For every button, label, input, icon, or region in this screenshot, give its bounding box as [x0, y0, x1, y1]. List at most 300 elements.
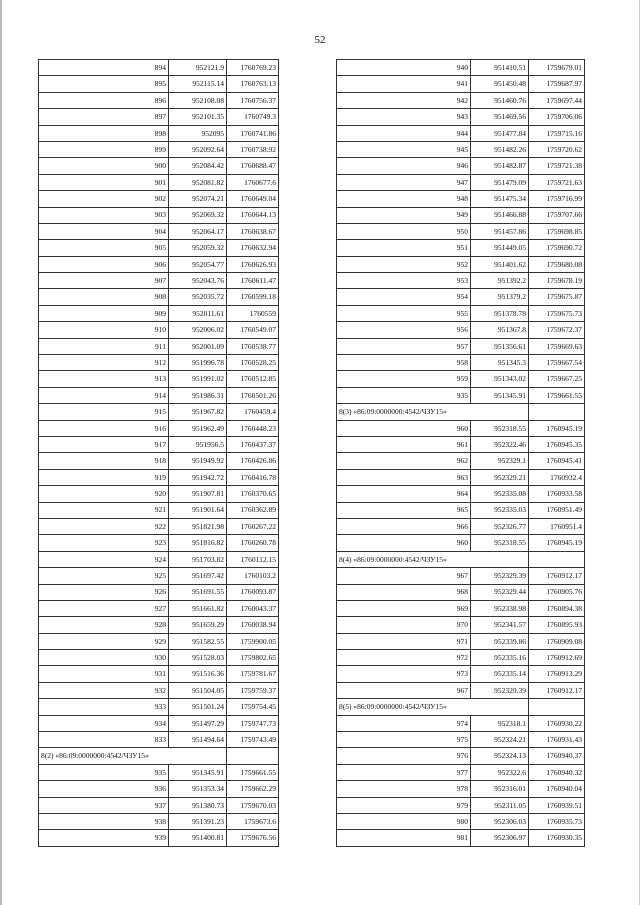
table-row: [39, 141, 279, 157]
table-row: [337, 732, 585, 748]
point-number-cell: 955: [337, 305, 471, 321]
x-coordinate-cell: 951907.81: [169, 486, 227, 502]
point-number-cell: 929: [39, 633, 169, 649]
table-row: [337, 207, 585, 223]
scan-edge-left: [0, 0, 2, 905]
x-coordinate-cell: 951391.23: [169, 813, 227, 829]
table-row: [337, 371, 585, 387]
table-row: [39, 535, 279, 551]
point-number-cell: 916: [39, 420, 169, 436]
y-coordinate-cell: 1760426.86: [227, 453, 279, 469]
y-coordinate-cell: 1760370.65: [227, 486, 279, 502]
table-row: [337, 518, 585, 534]
y-coordinate-cell: 1760940.32: [529, 764, 585, 780]
x-coordinate-cell: 951949.92: [169, 453, 227, 469]
y-coordinate-cell: 1759716.99: [529, 191, 585, 207]
y-coordinate-cell: 1760093.87: [227, 584, 279, 600]
point-number-cell: 944: [337, 125, 471, 141]
coordinates-table-right: [336, 59, 585, 847]
y-coordinate-cell: 1760112.15: [227, 551, 279, 567]
x-coordinate-cell: 951460.76: [471, 92, 529, 108]
x-coordinate-cell: 952316.01: [471, 781, 529, 797]
section-title: 8(3) «86:09:0000000:4542/ЧЗУ15»: [337, 404, 529, 420]
point-number-cell: 905: [39, 240, 169, 256]
point-number-cell: 928: [39, 617, 169, 633]
x-coordinate-cell: 951659.29: [169, 617, 227, 633]
y-coordinate-cell: 1760512.85: [227, 371, 279, 387]
x-coordinate-cell: 951356.61: [471, 338, 529, 354]
table-row: [39, 420, 279, 436]
x-coordinate-cell: 951475.34: [471, 191, 529, 207]
point-number-cell: 948: [337, 191, 471, 207]
y-coordinate-cell: 1760945.35: [529, 436, 585, 452]
point-number-cell: 937: [39, 797, 169, 813]
table-row: [337, 650, 585, 666]
y-coordinate-cell: 1760437.37: [227, 436, 279, 452]
table-row: [337, 436, 585, 452]
table-row: [39, 600, 279, 616]
x-coordinate-cell: 951494.64: [169, 732, 227, 748]
table-row: [337, 141, 585, 157]
y-coordinate-cell: 1760940.04: [529, 781, 585, 797]
table-row: [337, 666, 585, 682]
y-coordinate-cell: 1760644.13: [227, 207, 279, 223]
section-header-row: [337, 404, 585, 420]
point-number-cell: 914: [39, 387, 169, 403]
x-coordinate-cell: 951392.2: [471, 273, 529, 289]
point-number-cell: 960: [337, 535, 471, 551]
y-coordinate-cell: 1759781.67: [227, 666, 279, 682]
x-coordinate-cell: 951816.82: [169, 535, 227, 551]
point-number-cell: 896: [39, 92, 169, 108]
point-number-cell: 960: [337, 420, 471, 436]
y-coordinate-cell: 1759662.29: [227, 781, 279, 797]
table-row: [337, 387, 585, 403]
x-coordinate-cell: 951479.09: [471, 174, 529, 190]
y-coordinate-cell: 1760756.37: [227, 92, 279, 108]
table-row: [337, 125, 585, 141]
x-coordinate-cell: 952311.05: [471, 797, 529, 813]
y-coordinate-cell: 1759802.65: [227, 650, 279, 666]
table-row: [39, 371, 279, 387]
y-coordinate-cell: 1759721.38: [529, 158, 585, 174]
table-row: [337, 60, 585, 76]
table-row: [39, 76, 279, 92]
page-number: 52: [314, 34, 326, 46]
x-coordinate-cell: 952064.17: [169, 223, 227, 239]
table-row: [39, 797, 279, 813]
point-number-cell: 971: [337, 633, 471, 649]
y-coordinate-cell: 1760043.37: [227, 600, 279, 616]
x-coordinate-cell: 952341.57: [471, 617, 529, 633]
y-coordinate-cell: 1760649.04: [227, 191, 279, 207]
point-number-cell: 833: [39, 732, 169, 748]
y-coordinate-cell: 1759698.85: [529, 223, 585, 239]
table-row: [39, 813, 279, 829]
x-coordinate-cell: 952101.35: [169, 109, 227, 125]
point-number-cell: 981: [337, 830, 471, 846]
section-header-row: [337, 551, 585, 567]
table-row: [39, 732, 279, 748]
table-row: [39, 518, 279, 534]
point-number-cell: 901: [39, 174, 169, 190]
x-coordinate-cell: 952306.03: [471, 813, 529, 829]
table-row: [39, 666, 279, 682]
point-number-cell: 977: [337, 764, 471, 780]
table-row: [39, 453, 279, 469]
point-number-cell: 903: [39, 207, 169, 223]
y-coordinate-cell: 1760528.25: [227, 355, 279, 371]
x-coordinate-cell: 952335.03: [471, 502, 529, 518]
coordinates-table-left: [38, 59, 279, 847]
section-title: 8(4) «86:09:0000000:4542/ЧЗУ15»: [337, 551, 529, 567]
y-coordinate-cell: 1759667.54: [529, 355, 585, 371]
x-coordinate-cell: 951504.05: [169, 682, 227, 698]
y-coordinate-cell: 1759661.55: [227, 764, 279, 780]
point-number-cell: 964: [337, 486, 471, 502]
point-number-cell: 968: [337, 584, 471, 600]
y-coordinate-cell: 1760930.22: [529, 715, 585, 731]
x-coordinate-cell: 951901.64: [169, 502, 227, 518]
table-row: [337, 748, 585, 764]
table-row: [39, 715, 279, 731]
empty-cell: [529, 404, 585, 420]
x-coordinate-cell: 951697.42: [169, 568, 227, 584]
table-row: [39, 650, 279, 666]
point-number-cell: 979: [337, 797, 471, 813]
y-coordinate-cell: 1760267.22: [227, 518, 279, 534]
y-coordinate-cell: 1760951.4: [529, 518, 585, 534]
point-number-cell: 895: [39, 76, 169, 92]
x-coordinate-cell: 951661.82: [169, 600, 227, 616]
table-row: [39, 551, 279, 567]
section-header-row: [337, 699, 585, 715]
point-number-cell: 947: [337, 174, 471, 190]
point-number-cell: 952: [337, 256, 471, 272]
x-coordinate-cell: 952322.6: [471, 764, 529, 780]
x-coordinate-cell: 951528.03: [169, 650, 227, 666]
x-coordinate-cell: 951410.51: [471, 60, 529, 76]
x-coordinate-cell: 951400.81: [169, 830, 227, 846]
table-row: [337, 420, 585, 436]
x-coordinate-cell: 951466.88: [471, 207, 529, 223]
table-row: [337, 191, 585, 207]
point-number-cell: 976: [337, 748, 471, 764]
x-coordinate-cell: 952329.39: [471, 568, 529, 584]
point-number-cell: 975: [337, 732, 471, 748]
x-coordinate-cell: 951353.34: [169, 781, 227, 797]
point-number-cell: 980: [337, 813, 471, 829]
y-coordinate-cell: 1760912.17: [529, 568, 585, 584]
x-coordinate-cell: 952074.21: [169, 191, 227, 207]
table-row: [39, 207, 279, 223]
table-row: [39, 568, 279, 584]
x-coordinate-cell: 951821.98: [169, 518, 227, 534]
y-coordinate-cell: 1759687.97: [529, 76, 585, 92]
x-coordinate-cell: 951450.48: [471, 76, 529, 92]
y-coordinate-cell: 1760913.29: [529, 666, 585, 682]
y-coordinate-cell: 1759680.08: [529, 256, 585, 272]
x-coordinate-cell: 952318.1: [471, 715, 529, 731]
y-coordinate-cell: 1760559: [227, 305, 279, 321]
y-coordinate-cell: 1760362.89: [227, 502, 279, 518]
point-number-cell: 933: [39, 699, 169, 715]
point-number-cell: 951: [337, 240, 471, 256]
section-title: 8(2) «86:09:0000000:4542/ЧЗУ15»: [39, 748, 227, 764]
x-coordinate-cell: 952043.76: [169, 273, 227, 289]
x-coordinate-cell: 952069.32: [169, 207, 227, 223]
x-coordinate-cell: 952054.77: [169, 256, 227, 272]
x-coordinate-cell: 951482.26: [471, 141, 529, 157]
x-coordinate-cell: 951703.82: [169, 551, 227, 567]
table-row: [337, 617, 585, 633]
table-row: [39, 764, 279, 780]
table-row: [39, 125, 279, 141]
y-coordinate-cell: 1760638.67: [227, 223, 279, 239]
y-coordinate-cell: 1759720.62: [529, 141, 585, 157]
x-coordinate-cell: 952081.82: [169, 174, 227, 190]
point-number-cell: 913: [39, 371, 169, 387]
y-coordinate-cell: 1760905.76: [529, 584, 585, 600]
table-row: [39, 469, 279, 485]
x-coordinate-cell: 951401.62: [471, 256, 529, 272]
point-number-cell: 978: [337, 781, 471, 797]
point-number-cell: 911: [39, 338, 169, 354]
table-row: [39, 617, 279, 633]
point-number-cell: 912: [39, 355, 169, 371]
x-coordinate-cell: 951477.84: [471, 125, 529, 141]
point-number-cell: 930: [39, 650, 169, 666]
x-coordinate-cell: 951380.73: [169, 797, 227, 813]
y-coordinate-cell: 1760038.94: [227, 617, 279, 633]
y-coordinate-cell: 1759754.45: [227, 699, 279, 715]
y-coordinate-cell: 1759743.49: [227, 732, 279, 748]
point-number-cell: 956: [337, 322, 471, 338]
x-coordinate-cell: 951345.91: [169, 764, 227, 780]
point-number-cell: 939: [39, 830, 169, 846]
x-coordinate-cell: 951582.55: [169, 633, 227, 649]
table-row: [39, 781, 279, 797]
point-number-cell: 938: [39, 813, 169, 829]
y-coordinate-cell: 1760260.78: [227, 535, 279, 551]
table-row: [39, 699, 279, 715]
x-coordinate-cell: 952108.08: [169, 92, 227, 108]
y-coordinate-cell: 1760501.26: [227, 387, 279, 403]
point-number-cell: 926: [39, 584, 169, 600]
y-coordinate-cell: 1759690.72: [529, 240, 585, 256]
point-number-cell: 919: [39, 469, 169, 485]
y-coordinate-cell: 1759661.55: [529, 387, 585, 403]
point-number-cell: 894: [39, 60, 169, 76]
table-row: [337, 781, 585, 797]
y-coordinate-cell: 1760763.13: [227, 76, 279, 92]
x-coordinate-cell: 952326.77: [471, 518, 529, 534]
table-row: [39, 322, 279, 338]
left-table-body: [39, 60, 279, 847]
y-coordinate-cell: 1760895.93: [529, 617, 585, 633]
point-number-cell: 934: [39, 715, 169, 731]
table-row: [39, 584, 279, 600]
y-coordinate-cell: 1760459.4: [227, 404, 279, 420]
y-coordinate-cell: 1759721.63: [529, 174, 585, 190]
point-number-cell: 973: [337, 666, 471, 682]
point-number-cell: 904: [39, 223, 169, 239]
point-number-cell: 935: [39, 764, 169, 780]
table-row: [39, 404, 279, 420]
y-coordinate-cell: 1760769.23: [227, 60, 279, 76]
y-coordinate-cell: 1759670.03: [227, 797, 279, 813]
table-row: [337, 273, 585, 289]
x-coordinate-cell: 951691.55: [169, 584, 227, 600]
x-coordinate-cell: 951345.3: [471, 355, 529, 371]
table-row: [39, 502, 279, 518]
y-coordinate-cell: 1760932.4: [529, 469, 585, 485]
table-row: [337, 174, 585, 190]
x-coordinate-cell: 951942.72: [169, 469, 227, 485]
point-number-cell: 935: [337, 387, 471, 403]
table-row: [39, 109, 279, 125]
table-row: [337, 240, 585, 256]
table-row: [39, 256, 279, 272]
x-coordinate-cell: 952329.39: [471, 682, 529, 698]
x-coordinate-cell: 951457.86: [471, 223, 529, 239]
y-coordinate-cell: 1760940.37: [529, 748, 585, 764]
x-coordinate-cell: 952306.97: [471, 830, 529, 846]
point-number-cell: 917: [39, 436, 169, 452]
point-number-cell: 953: [337, 273, 471, 289]
table-row: [39, 633, 279, 649]
table-row: [337, 600, 585, 616]
x-coordinate-cell: 951343.02: [471, 371, 529, 387]
y-coordinate-cell: 1760945.41: [529, 453, 585, 469]
x-coordinate-cell: 951378.78: [471, 305, 529, 321]
table-row: [39, 682, 279, 698]
y-coordinate-cell: 1760549.07: [227, 322, 279, 338]
y-coordinate-cell: 1760632.94: [227, 240, 279, 256]
y-coordinate-cell: 1760626.93: [227, 256, 279, 272]
table-row: [337, 715, 585, 731]
point-number-cell: 967: [337, 682, 471, 698]
x-coordinate-cell: 952001.09: [169, 338, 227, 354]
empty-cell: [529, 699, 585, 715]
table-row: [337, 502, 585, 518]
point-number-cell: 921: [39, 502, 169, 518]
point-number-cell: 963: [337, 469, 471, 485]
empty-cell: [227, 748, 279, 764]
table-row: [337, 682, 585, 698]
point-number-cell: 942: [337, 92, 471, 108]
point-number-cell: 959: [337, 371, 471, 387]
point-number-cell: 969: [337, 600, 471, 616]
x-coordinate-cell: 951497.29: [169, 715, 227, 731]
table-row: [39, 60, 279, 76]
point-number-cell: 922: [39, 518, 169, 534]
y-coordinate-cell: 1759707.66: [529, 207, 585, 223]
table-row: [39, 92, 279, 108]
table-row: [39, 174, 279, 190]
x-coordinate-cell: 952335.08: [471, 486, 529, 502]
x-coordinate-cell: 952092.64: [169, 141, 227, 157]
x-coordinate-cell: 951501.24: [169, 699, 227, 715]
point-number-cell: 941: [337, 76, 471, 92]
point-number-cell: 962: [337, 453, 471, 469]
section-header-row: [39, 748, 279, 764]
table-row: [39, 387, 279, 403]
y-coordinate-cell: 1760738.92: [227, 141, 279, 157]
point-number-cell: 970: [337, 617, 471, 633]
y-coordinate-cell: 1760103.2: [227, 568, 279, 584]
x-coordinate-cell: 951962.49: [169, 420, 227, 436]
point-number-cell: 920: [39, 486, 169, 502]
point-number-cell: 936: [39, 781, 169, 797]
y-coordinate-cell: 1760909.08: [529, 633, 585, 649]
point-number-cell: 946: [337, 158, 471, 174]
table-row: [337, 584, 585, 600]
x-coordinate-cell: 952006.02: [169, 322, 227, 338]
table-row: [337, 797, 585, 813]
table-row: [337, 223, 585, 239]
y-coordinate-cell: 1760931.43: [529, 732, 585, 748]
x-coordinate-cell: 952335.14: [471, 666, 529, 682]
table-row: [337, 764, 585, 780]
point-number-cell: 924: [39, 551, 169, 567]
x-coordinate-cell: 951516.36: [169, 666, 227, 682]
point-number-cell: 957: [337, 338, 471, 354]
table-row: [337, 535, 585, 551]
point-number-cell: 932: [39, 682, 169, 698]
point-number-cell: 927: [39, 600, 169, 616]
x-coordinate-cell: 952322.46: [471, 436, 529, 452]
point-number-cell: 972: [337, 650, 471, 666]
x-coordinate-cell: 952084.42: [169, 158, 227, 174]
y-coordinate-cell: 1760945.19: [529, 535, 585, 551]
y-coordinate-cell: 1760930.35: [529, 830, 585, 846]
point-number-cell: 965: [337, 502, 471, 518]
x-coordinate-cell: 951482.87: [471, 158, 529, 174]
table-row: [39, 355, 279, 371]
y-coordinate-cell: 1760912.69: [529, 650, 585, 666]
table-row: [39, 486, 279, 502]
y-coordinate-cell: 1759667.25: [529, 371, 585, 387]
point-number-cell: 910: [39, 322, 169, 338]
y-coordinate-cell: 1759900.05: [227, 633, 279, 649]
table-row: [337, 289, 585, 305]
table-row: [337, 469, 585, 485]
table-row: [337, 305, 585, 321]
x-coordinate-cell: 952011.61: [169, 305, 227, 321]
x-coordinate-cell: 951345.91: [471, 387, 529, 403]
table-row: [337, 76, 585, 92]
table-row: [39, 338, 279, 354]
x-coordinate-cell: 952059.32: [169, 240, 227, 256]
y-coordinate-cell: 1760912.17: [529, 682, 585, 698]
empty-cell: [529, 551, 585, 567]
x-coordinate-cell: 952329.44: [471, 584, 529, 600]
y-coordinate-cell: 1760894.38: [529, 600, 585, 616]
x-coordinate-cell: 952035.72: [169, 289, 227, 305]
point-number-cell: 931: [39, 666, 169, 682]
table-row: [39, 289, 279, 305]
point-number-cell: 954: [337, 289, 471, 305]
y-coordinate-cell: 1760951.49: [529, 502, 585, 518]
y-coordinate-cell: 1759675.73: [529, 305, 585, 321]
point-number-cell: 897: [39, 109, 169, 125]
point-number-cell: 925: [39, 568, 169, 584]
y-coordinate-cell: 1760448.23: [227, 420, 279, 436]
x-coordinate-cell: 951379.2: [471, 289, 529, 305]
point-number-cell: 967: [337, 568, 471, 584]
x-coordinate-cell: 952324.13: [471, 748, 529, 764]
